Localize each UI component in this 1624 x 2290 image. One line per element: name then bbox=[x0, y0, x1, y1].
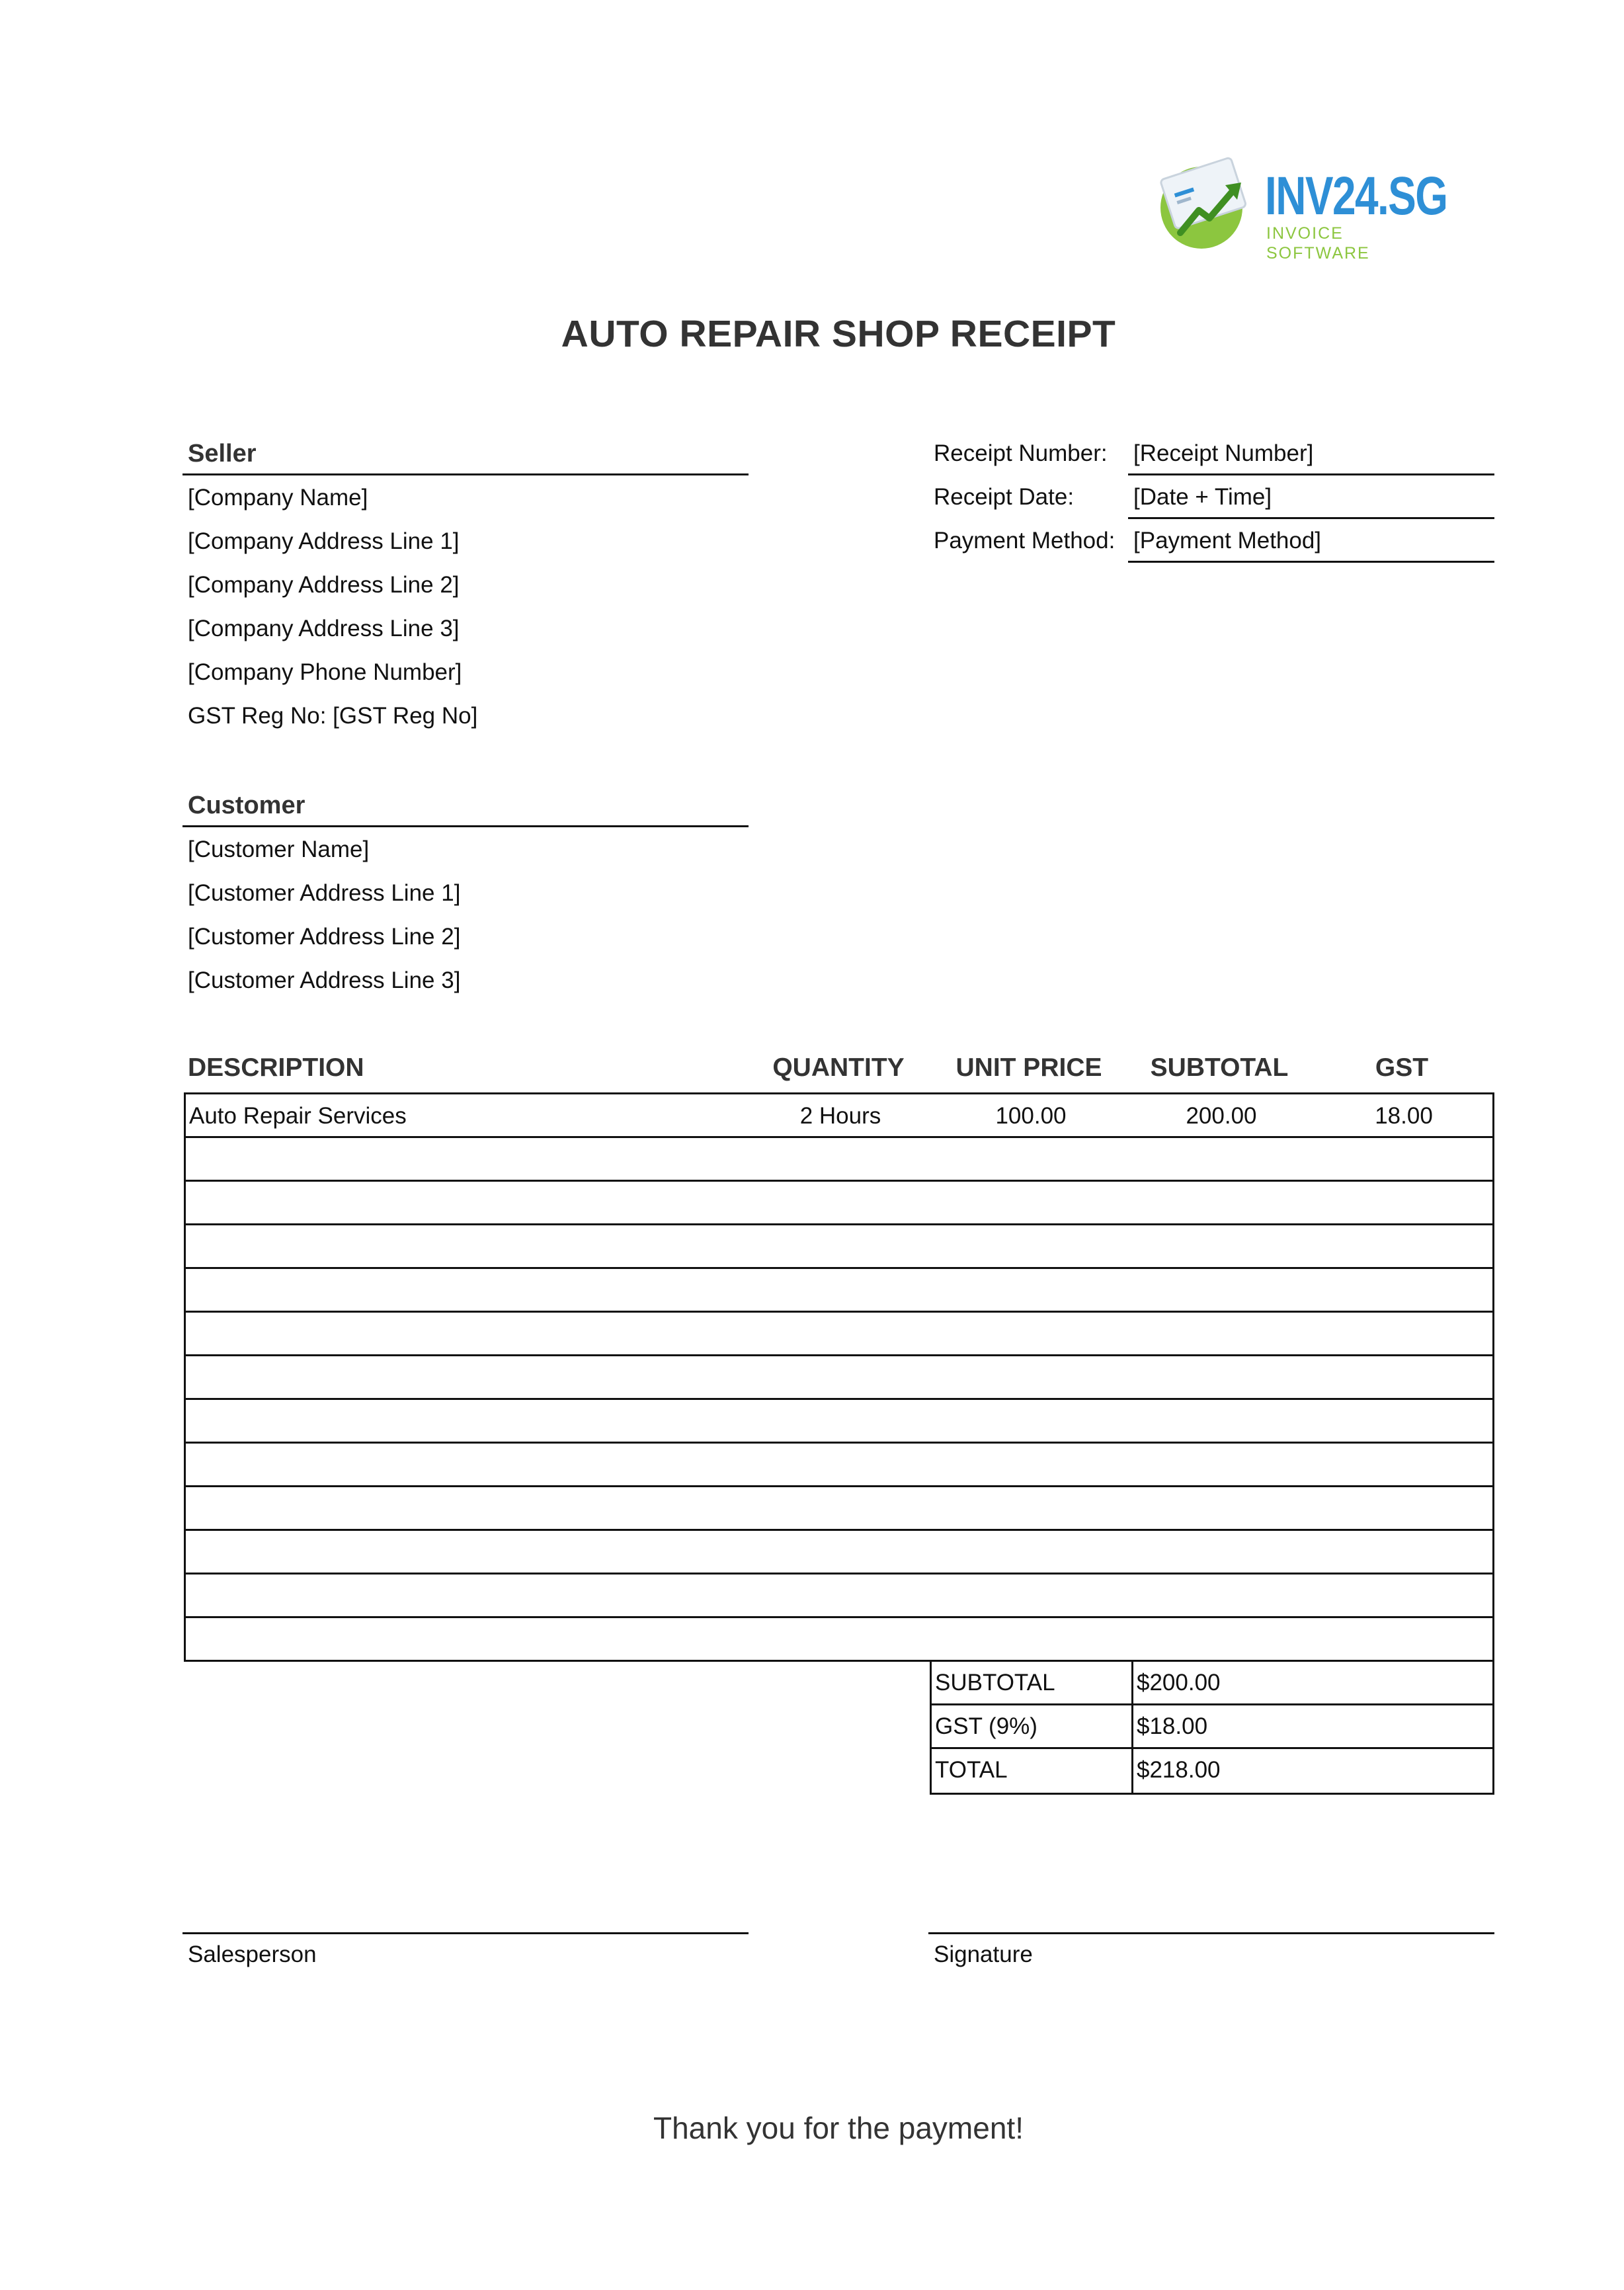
customer-divider bbox=[183, 825, 749, 827]
logo-icon bbox=[1154, 153, 1266, 259]
table-row bbox=[186, 1225, 1492, 1269]
col-header-description: DESCRIPTION bbox=[188, 1053, 364, 1082]
payment-method-label: Payment Method: bbox=[934, 528, 1116, 553]
customer-address-line-1: [Customer Address Line 1] bbox=[188, 880, 461, 906]
table-row bbox=[186, 1400, 1492, 1444]
receipt-number-label: Receipt Number: bbox=[934, 440, 1108, 466]
page-title: AUTO REPAIR SHOP RECEIPT bbox=[561, 313, 1116, 355]
logo-brand: INV24.SG bbox=[1265, 166, 1447, 226]
seller-phone: [Company Phone Number] bbox=[188, 659, 462, 685]
table-row bbox=[186, 1182, 1492, 1225]
seller-heading: Seller bbox=[188, 440, 257, 468]
table-row bbox=[186, 1313, 1492, 1356]
customer-name: [Customer Name] bbox=[188, 837, 370, 862]
table-row bbox=[186, 1356, 1492, 1400]
seller-divider bbox=[183, 473, 749, 475]
thank-you-message: Thank you for the payment! bbox=[653, 2111, 1024, 2145]
customer-address-line-2: [Customer Address Line 2] bbox=[188, 924, 461, 950]
totals-value-total: $218.00 bbox=[1137, 1757, 1221, 1783]
cell-subtotal: 200.00 bbox=[1186, 1103, 1257, 1129]
cell-quantity: 2 Hours bbox=[799, 1103, 881, 1129]
seller-company-name: [Company Name] bbox=[188, 485, 368, 511]
totals-value-gst: $18.00 bbox=[1137, 1713, 1208, 1739]
totals-label-subtotal: SUBTOTAL bbox=[935, 1670, 1055, 1696]
receipt-date-value: [Date + Time] bbox=[1133, 484, 1272, 510]
totals-column-divider bbox=[1131, 1662, 1133, 1703]
seller-gst-reg: GST Reg No: [GST Reg No] bbox=[188, 703, 478, 729]
salesperson-line bbox=[183, 1932, 749, 1934]
totals-table bbox=[930, 1662, 1494, 1795]
table-row bbox=[186, 1618, 1492, 1662]
cell-unit-price: 100.00 bbox=[995, 1103, 1067, 1129]
customer-heading: Customer bbox=[188, 792, 305, 819]
receipt-number-value: [Receipt Number] bbox=[1133, 440, 1314, 466]
payment-method-underline bbox=[1128, 561, 1494, 563]
logo bbox=[1154, 153, 1451, 263]
table-row bbox=[186, 1531, 1492, 1574]
totals-row-gst bbox=[932, 1705, 1492, 1749]
totals-column-divider bbox=[1131, 1749, 1133, 1793]
table-row bbox=[186, 1574, 1492, 1618]
totals-label-gst: GST (9%) bbox=[935, 1713, 1037, 1739]
totals-label-total: TOTAL bbox=[935, 1757, 1008, 1783]
totals-column-divider bbox=[1131, 1705, 1133, 1747]
table-row bbox=[186, 1444, 1492, 1487]
receipt-date-underline bbox=[1128, 517, 1494, 519]
seller-address-line-2: [Company Address Line 2] bbox=[188, 572, 460, 598]
table-row bbox=[186, 1487, 1492, 1531]
cell-description: Auto Repair Services bbox=[189, 1103, 407, 1129]
receipt-date-label: Receipt Date: bbox=[934, 484, 1075, 510]
col-header-gst: GST bbox=[1375, 1053, 1429, 1082]
receipt-number-underline bbox=[1128, 473, 1494, 475]
seller-address-line-3: [Company Address Line 3] bbox=[188, 616, 460, 641]
salesperson-label: Salesperson bbox=[188, 1942, 317, 1967]
totals-value-subtotal: $200.00 bbox=[1137, 1670, 1221, 1696]
items-table bbox=[184, 1092, 1494, 1662]
payment-method-value: [Payment Method] bbox=[1133, 528, 1322, 553]
col-header-subtotal: SUBTOTAL bbox=[1150, 1053, 1289, 1082]
col-header-quantity: QUANTITY bbox=[772, 1053, 905, 1082]
logo-tagline: INVOICE SOFTWARE bbox=[1266, 224, 1370, 263]
customer-address-line-3: [Customer Address Line 3] bbox=[188, 967, 461, 993]
col-header-unit-price: UNIT PRICE bbox=[955, 1053, 1102, 1082]
signature-line bbox=[928, 1932, 1494, 1934]
totals-row-total bbox=[932, 1749, 1492, 1793]
totals-row-subtotal bbox=[932, 1662, 1492, 1705]
signature-label: Signature bbox=[934, 1942, 1033, 1967]
table-row bbox=[186, 1269, 1492, 1313]
table-row bbox=[186, 1094, 1492, 1138]
seller-address-line-1: [Company Address Line 1] bbox=[188, 528, 460, 554]
table-row bbox=[186, 1138, 1492, 1182]
cell-gst: 18.00 bbox=[1375, 1103, 1433, 1129]
